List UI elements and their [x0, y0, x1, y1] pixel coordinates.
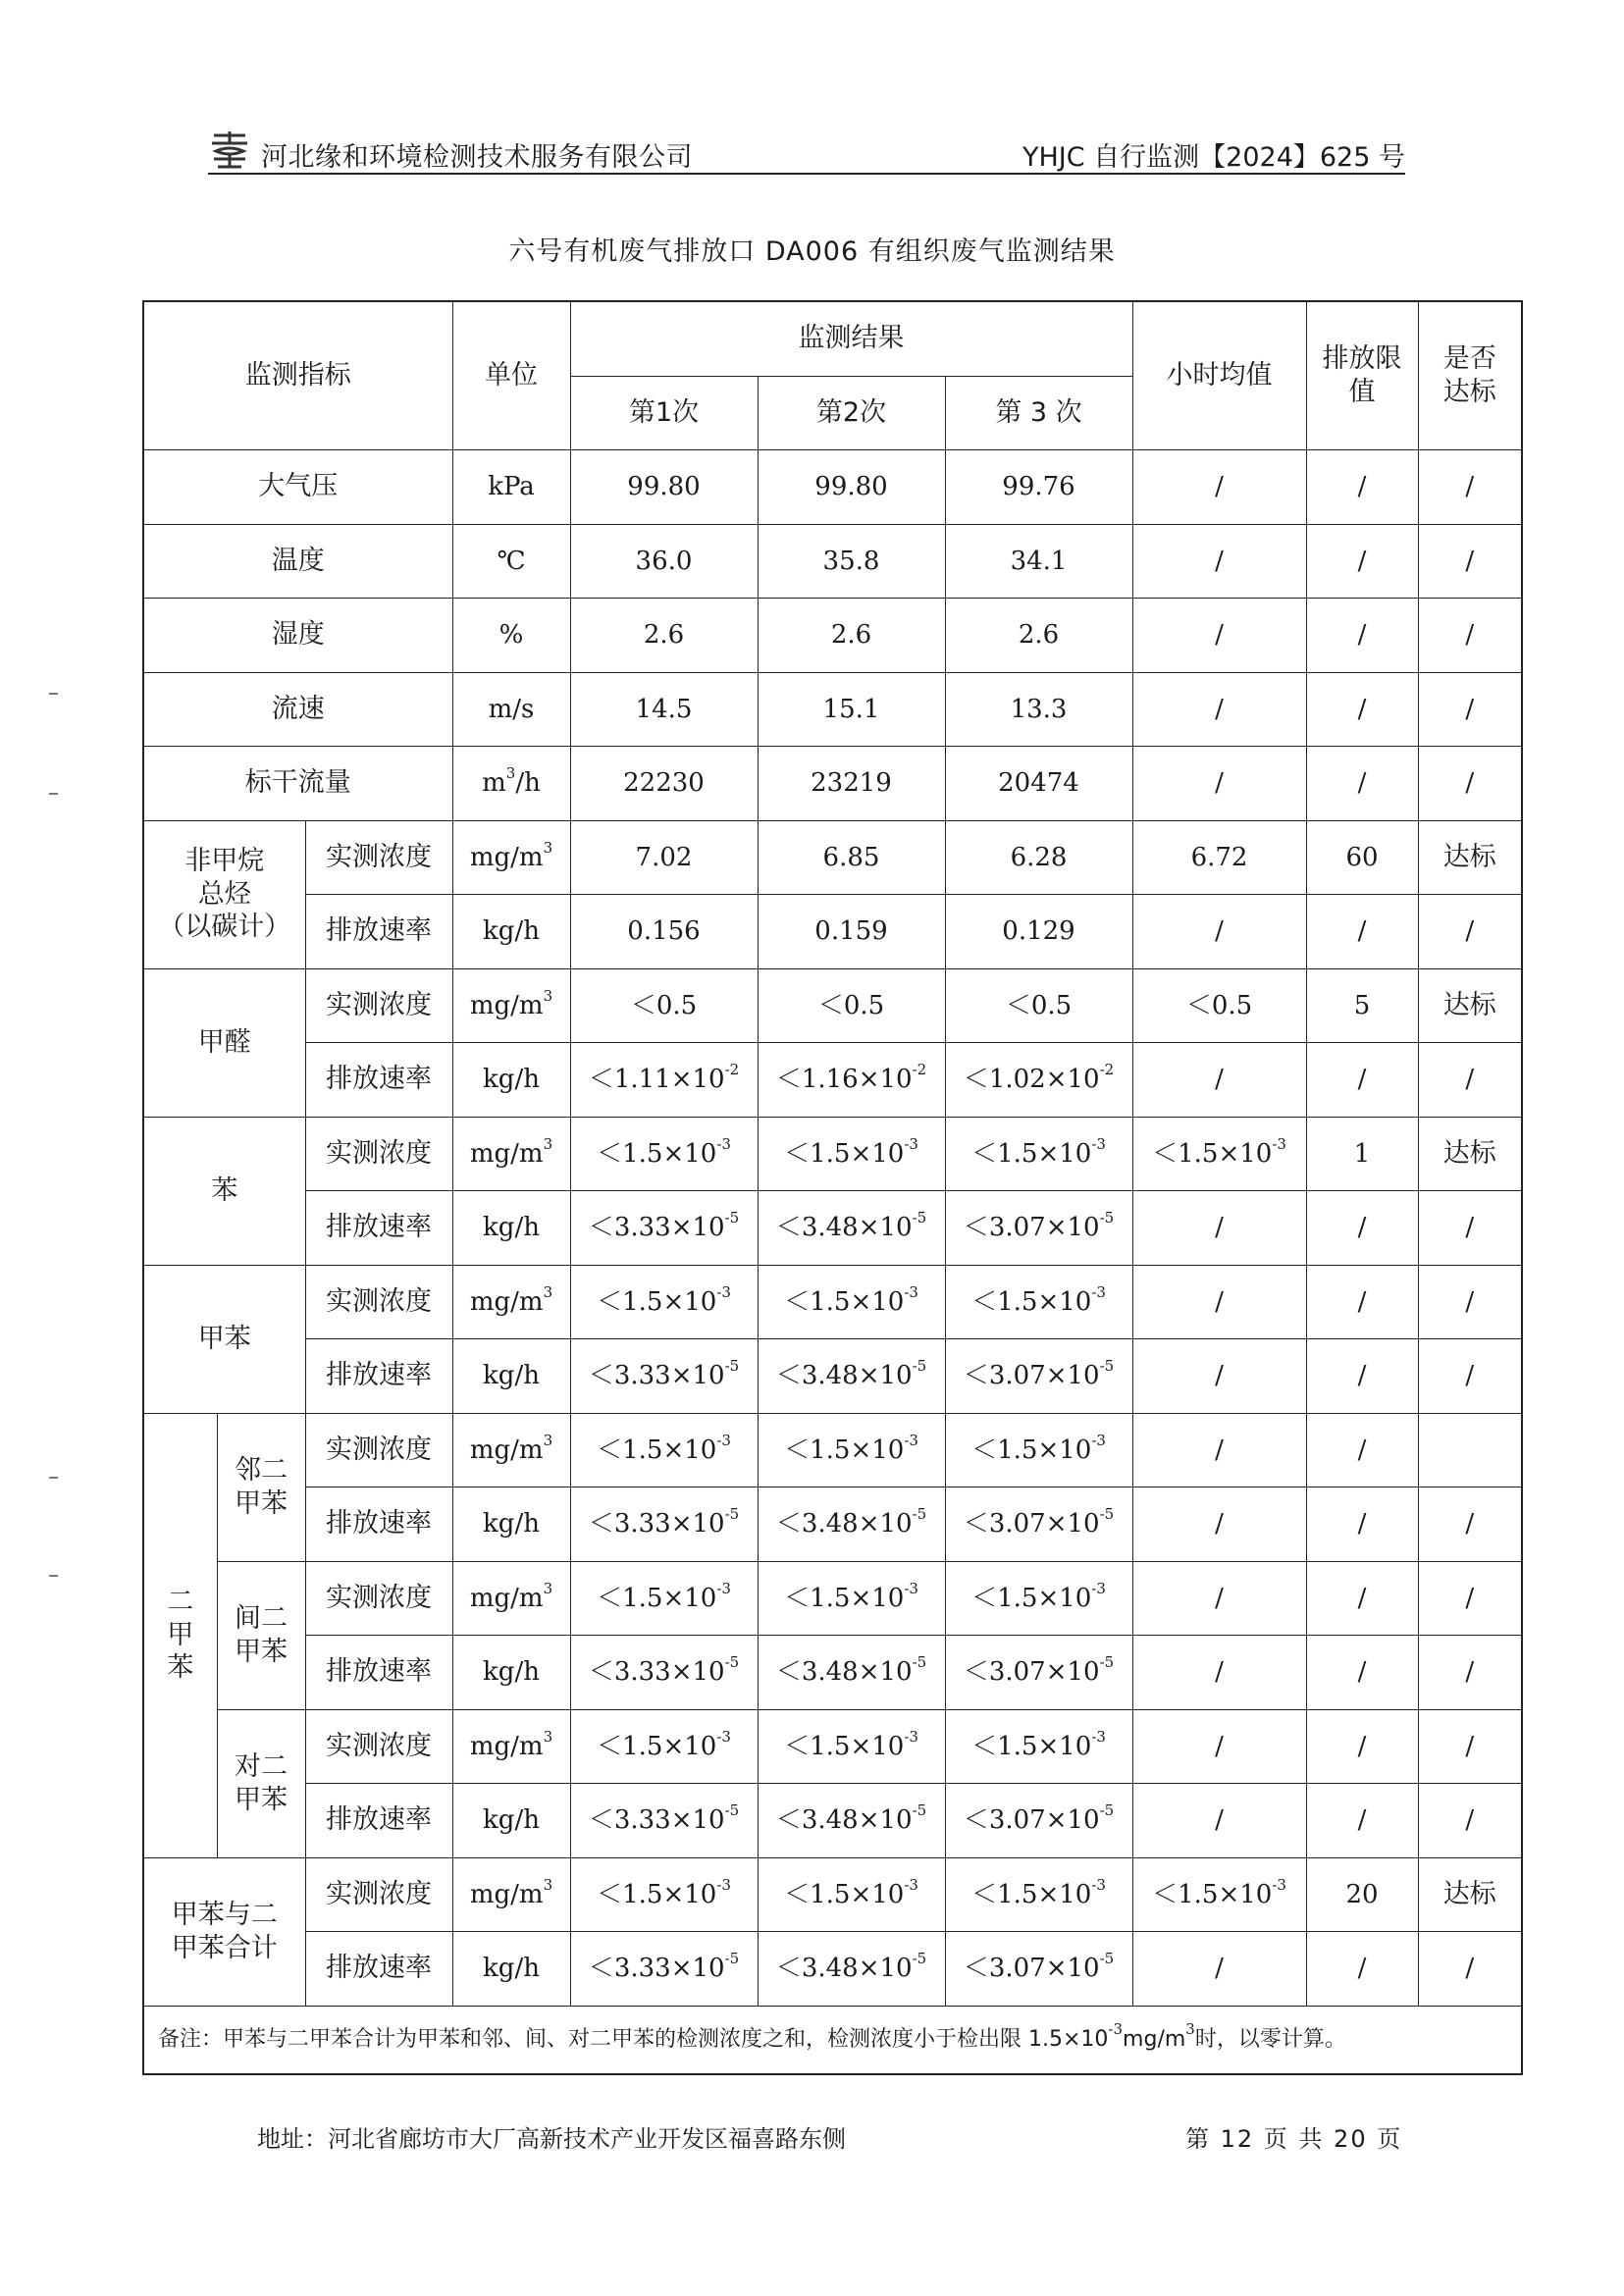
col-header-compliant: 是否 达标 — [1418, 301, 1522, 450]
value-cell: 35.8 — [758, 524, 945, 599]
compliant-cell: / — [1418, 1932, 1522, 2007]
value-cell: 20474 — [945, 747, 1132, 821]
unit-cell: % — [452, 599, 570, 673]
table-row — [143, 1784, 1522, 1858]
unit-cell: kg/h — [452, 1932, 570, 2007]
metric-label: 实测浓度 — [305, 1413, 452, 1487]
limit-cell: 20 — [1306, 1857, 1418, 1932]
table-row — [143, 599, 1522, 673]
row-label: 湿度 — [143, 599, 452, 673]
col-header-results: 监测结果 — [570, 301, 1132, 376]
metric-label: 排放速率 — [305, 1932, 452, 2007]
value-cell: $<3.07\times 10^{-5}$ — [945, 1487, 1132, 1562]
avg-cell: 6.72 — [1132, 820, 1306, 895]
avg-cell: / — [1132, 1487, 1306, 1562]
limit-cell: / — [1306, 1561, 1418, 1636]
row-label: 流速 — [143, 672, 452, 747]
compliant-cell: / — [1418, 1265, 1522, 1339]
value-cell: $<3.33\times 10^{-5}$ — [570, 1191, 758, 1266]
page-title: 六号有机废气排放口 DA006 有组织废气监测结果 — [508, 236, 1116, 267]
value-cell: $<3.48\times 10^{-5}$ — [758, 1487, 945, 1562]
value-cell: $<1.5\times 10^{-3}$ — [570, 1265, 758, 1339]
value-cell: $<1.5\times 10^{-3}$ — [758, 1857, 945, 1932]
value-cell: $<1.5\times 10^{-3}$ — [570, 1561, 758, 1636]
value-cell: $<1.5\times 10^{-3}$ — [758, 1561, 945, 1636]
pollutant-label-formaldehyde: 甲醛 — [143, 968, 305, 1117]
header-divider — [208, 173, 1405, 175]
limit-cell: / — [1306, 1636, 1418, 1710]
avg-cell: / — [1132, 1561, 1306, 1636]
limit-cell: / — [1306, 1784, 1418, 1858]
col-header-run1: 第1次 — [570, 376, 758, 450]
table-row — [143, 1043, 1522, 1118]
value-cell: 14.5 — [570, 672, 758, 747]
table-row — [143, 1932, 1522, 2007]
unit-cell: m/s — [452, 672, 570, 747]
table-row — [143, 1413, 1522, 1487]
compliant-cell: / — [1418, 1043, 1522, 1118]
value-cell: $<3.48\times 10^{-5}$ — [758, 1636, 945, 1710]
unit-cell: $mg/m^3$ — [452, 1561, 570, 1636]
value-cell: 99.80 — [758, 450, 945, 525]
value-cell: ＜0.5 — [945, 968, 1132, 1043]
table-note: 备注：甲苯与二甲苯合计为甲苯和邻、间、对二甲苯的检测浓度之和，检测浓度小于检出限 $1.5\times 10^{-3}mg/m^3$时，以零计算。 — [143, 2006, 1522, 2074]
company-name: 河北缘和环境检测技术服务有限公司 — [261, 142, 693, 173]
value-cell: $<1.02\times 10^{-2}$ — [945, 1043, 1132, 1118]
pollutant-label-m-xylene: 间二 甲苯 — [217, 1561, 305, 1709]
avg-cell: / — [1132, 450, 1306, 525]
col-header-unit: 单位 — [452, 301, 570, 450]
avg-cell: / — [1132, 1413, 1306, 1487]
table-row — [143, 1857, 1522, 1932]
value-cell: 6.28 — [945, 820, 1132, 895]
value-cell: 22230 — [570, 747, 758, 821]
table-row — [143, 1191, 1522, 1266]
metric-label: 排放速率 — [305, 1784, 452, 1858]
metric-label: 实测浓度 — [305, 1561, 452, 1636]
page-header — [208, 130, 1405, 171]
avg-cell: ＜0.5 — [1132, 968, 1306, 1043]
compliant-cell: 达标 — [1418, 1117, 1522, 1191]
compliant-cell: / — [1418, 1636, 1522, 1710]
value-cell: $<3.33\times 10^{-5}$ — [570, 1487, 758, 1562]
pollutant-label-o-xylene: 邻二 甲苯 — [217, 1413, 305, 1561]
avg-cell: $<1.5\times 10^{-3}$ — [1132, 1857, 1306, 1932]
avg-cell: / — [1132, 1636, 1306, 1710]
unit-cell: $mg/m^3$ — [452, 1117, 570, 1191]
col-header-indicator: 监测指标 — [143, 301, 452, 450]
compliant-cell: / — [1418, 1784, 1522, 1858]
value-cell: $<3.33\times 10^{-5}$ — [570, 1636, 758, 1710]
avg-cell: / — [1132, 1265, 1306, 1339]
unit-cell: ℃ — [452, 524, 570, 599]
table-row — [143, 1636, 1522, 1710]
value-cell: 2.6 — [570, 599, 758, 673]
limit-cell: / — [1306, 524, 1418, 599]
value-cell: $<3.07\times 10^{-5}$ — [945, 1339, 1132, 1414]
table-row — [143, 1339, 1522, 1414]
metric-label: 实测浓度 — [305, 820, 452, 895]
metric-label: 排放速率 — [305, 1339, 452, 1414]
unit-cell: $mg/m^3$ — [452, 1857, 570, 1932]
compliant-cell: / — [1418, 450, 1522, 525]
value-cell: 99.76 — [945, 450, 1132, 525]
compliant-cell — [1418, 1413, 1522, 1487]
avg-cell: / — [1132, 1339, 1306, 1414]
pollutant-group-xylene: 二 甲 苯 — [143, 1413, 217, 1857]
unit-cell: kg/h — [452, 895, 570, 969]
limit-cell: / — [1306, 747, 1418, 821]
margin-mark — [49, 693, 58, 695]
value-cell: $<1.5\times 10^{-3}$ — [945, 1709, 1132, 1784]
row-label: 温度 — [143, 524, 452, 599]
limit-cell: / — [1306, 1191, 1418, 1266]
value-cell: 13.3 — [945, 672, 1132, 747]
row-label: 标干流量 — [143, 747, 452, 821]
value-cell: $<1.5\times 10^{-3}$ — [945, 1117, 1132, 1191]
compliant-cell: / — [1418, 599, 1522, 673]
value-cell: $<3.48\times 10^{-5}$ — [758, 1784, 945, 1858]
pollutant-label-nmhc: 非甲烷 总烃 （以碳计） — [143, 820, 305, 968]
avg-cell: / — [1132, 1932, 1306, 2007]
metric-label: 排放速率 — [305, 895, 452, 969]
unit-cell: $mg/m^3$ — [452, 1413, 570, 1487]
col-header-run2: 第2次 — [758, 376, 945, 450]
avg-cell: / — [1132, 1043, 1306, 1118]
value-cell: $<3.33\times 10^{-5}$ — [570, 1932, 758, 2007]
compliant-cell: / — [1418, 1487, 1522, 1562]
limit-cell: / — [1306, 1487, 1418, 1562]
value-cell: 2.6 — [945, 599, 1132, 673]
value-cell: $<1.16\times 10^{-2}$ — [758, 1043, 945, 1118]
avg-cell: / — [1132, 747, 1306, 821]
unit-cell: kg/h — [452, 1191, 570, 1266]
value-cell: $<1.5\times 10^{-3}$ — [570, 1709, 758, 1784]
table-header-row — [143, 301, 1522, 376]
compliant-cell: / — [1418, 895, 1522, 969]
limit-cell: 5 — [1306, 968, 1418, 1043]
compliant-cell: 达标 — [1418, 968, 1522, 1043]
limit-cell: / — [1306, 895, 1418, 969]
value-cell: ＜0.5 — [570, 968, 758, 1043]
unit-cell: kg/h — [452, 1784, 570, 1858]
note-row — [143, 2006, 1522, 2074]
value-cell: $<1.5\times 10^{-3}$ — [570, 1413, 758, 1487]
value-cell: $<1.11\times 10^{-2}$ — [570, 1043, 758, 1118]
value-cell: $<1.5\times 10^{-3}$ — [945, 1561, 1132, 1636]
value-cell: 0.159 — [758, 895, 945, 969]
value-cell: $<1.5\times 10^{-3}$ — [570, 1117, 758, 1191]
unit-cell: $mg/m^3$ — [452, 968, 570, 1043]
pollutant-label-total: 甲苯与二 甲苯合计 — [143, 1857, 305, 2006]
footer-address: 地址：河北省廊坊市大厂高新技术产业开发区福喜路东侧 — [257, 2125, 846, 2153]
margin-mark — [49, 1575, 58, 1577]
unit-cell: kg/h — [452, 1487, 570, 1562]
col-header-limit: 排放限 值 — [1306, 301, 1418, 450]
table-row — [143, 524, 1522, 599]
compliant-cell: / — [1418, 672, 1522, 747]
limit-cell: / — [1306, 1413, 1418, 1487]
compliant-cell: 达标 — [1418, 820, 1522, 895]
report-number: YHJC 自行监测【2024】625 号 — [1022, 142, 1405, 173]
value-cell: $<3.48\times 10^{-5}$ — [758, 1339, 945, 1414]
metric-label: 排放速率 — [305, 1487, 452, 1562]
table-row — [143, 1709, 1522, 1784]
value-cell: $<3.07\times 10^{-5}$ — [945, 1932, 1132, 2007]
avg-cell: / — [1132, 1709, 1306, 1784]
compliant-cell: 达标 — [1418, 1857, 1522, 1932]
value-cell: $<3.33\times 10^{-5}$ — [570, 1784, 758, 1858]
unit-cell: $mg/m^3$ — [452, 1709, 570, 1784]
limit-cell: / — [1306, 672, 1418, 747]
table-row — [143, 672, 1522, 747]
table-row — [143, 1561, 1522, 1636]
limit-cell: 1 — [1306, 1117, 1418, 1191]
metric-label: 实测浓度 — [305, 968, 452, 1043]
value-cell: 2.6 — [758, 599, 945, 673]
value-cell: 15.1 — [758, 672, 945, 747]
pollutant-label-benzene: 苯 — [143, 1117, 305, 1265]
avg-cell: / — [1132, 672, 1306, 747]
value-cell: $<1.5\times 10^{-3}$ — [945, 1265, 1132, 1339]
metric-label: 排放速率 — [305, 1043, 452, 1118]
value-cell: $<1.5\times 10^{-3}$ — [945, 1857, 1132, 1932]
value-cell: $<3.33\times 10^{-5}$ — [570, 1339, 758, 1414]
value-cell: 0.156 — [570, 895, 758, 969]
limit-cell: / — [1306, 1709, 1418, 1784]
value-cell: $<3.48\times 10^{-5}$ — [758, 1932, 945, 2007]
pollutant-label-toluene: 甲苯 — [143, 1265, 305, 1413]
value-cell: $<1.5\times 10^{-3}$ — [758, 1413, 945, 1487]
compliant-cell: / — [1418, 1561, 1522, 1636]
limit-cell: / — [1306, 1043, 1418, 1118]
monitoring-results-table — [142, 300, 1523, 2075]
pollutant-label-p-xylene: 对二 甲苯 — [217, 1709, 305, 1857]
unit-cell: kPa — [452, 450, 570, 525]
metric-label: 实测浓度 — [305, 1117, 452, 1191]
value-cell: $<1.5\times 10^{-3}$ — [945, 1413, 1132, 1487]
limit-cell: / — [1306, 1265, 1418, 1339]
margin-mark — [49, 793, 58, 795]
unit-cell: $mg/m^3$ — [452, 820, 570, 895]
table-row — [143, 895, 1522, 969]
metric-label: 排放速率 — [305, 1636, 452, 1710]
limit-cell: 60 — [1306, 820, 1418, 895]
value-cell: $<1.5\times 10^{-3}$ — [758, 1709, 945, 1784]
table-row — [143, 968, 1522, 1043]
margin-mark — [49, 1477, 58, 1479]
unit-cell: $m^3/h$ — [452, 747, 570, 821]
compliant-cell: / — [1418, 1191, 1522, 1266]
value-cell: ＜0.5 — [758, 968, 945, 1043]
table-row — [143, 1487, 1522, 1562]
unit-cell: $mg/m^3$ — [452, 1265, 570, 1339]
limit-cell: / — [1306, 599, 1418, 673]
value-cell: 36.0 — [570, 524, 758, 599]
table-row — [143, 1117, 1522, 1191]
col-header-run3: 第 3 次 — [945, 376, 1132, 450]
table-row — [143, 450, 1522, 525]
metric-label: 实测浓度 — [305, 1709, 452, 1784]
value-cell: $<1.5\times 10^{-3}$ — [758, 1117, 945, 1191]
value-cell: $<3.07\times 10^{-5}$ — [945, 1784, 1132, 1858]
avg-cell: $<1.5\times 10^{-3}$ — [1132, 1117, 1306, 1191]
value-cell: 0.129 — [945, 895, 1132, 969]
value-cell: $<3.48\times 10^{-5}$ — [758, 1191, 945, 1266]
avg-cell: / — [1132, 524, 1306, 599]
table-row — [143, 1265, 1522, 1339]
avg-cell: / — [1132, 599, 1306, 673]
page-number: 第 12 页 共 20 页 — [1185, 2125, 1403, 2153]
avg-cell: / — [1132, 1784, 1306, 1858]
value-cell: $<1.5\times 10^{-3}$ — [570, 1857, 758, 1932]
unit-cell: kg/h — [452, 1636, 570, 1710]
unit-cell: kg/h — [452, 1043, 570, 1118]
col-header-hourly-avg: 小时均值 — [1132, 301, 1306, 450]
compliant-cell: / — [1418, 1339, 1522, 1414]
unit-cell: kg/h — [452, 1339, 570, 1414]
table-row — [143, 747, 1522, 821]
value-cell: 34.1 — [945, 524, 1132, 599]
value-cell: 99.80 — [570, 450, 758, 525]
table-row — [143, 820, 1522, 895]
row-label: 大气压 — [143, 450, 452, 525]
value-cell: $<1.5\times 10^{-3}$ — [758, 1265, 945, 1339]
limit-cell: / — [1306, 450, 1418, 525]
avg-cell: / — [1132, 1191, 1306, 1266]
metric-label: 实测浓度 — [305, 1857, 452, 1932]
limit-cell: / — [1306, 1339, 1418, 1414]
compliant-cell: / — [1418, 1709, 1522, 1784]
metric-label: 排放速率 — [305, 1191, 452, 1266]
value-cell: 23219 — [758, 747, 945, 821]
metric-label: 实测浓度 — [305, 1265, 452, 1339]
value-cell: 7.02 — [570, 820, 758, 895]
value-cell: $<3.07\times 10^{-5}$ — [945, 1636, 1132, 1710]
limit-cell: / — [1306, 1932, 1418, 2007]
value-cell: 6.85 — [758, 820, 945, 895]
company-logo-icon — [208, 130, 251, 169]
avg-cell: / — [1132, 895, 1306, 969]
compliant-cell: / — [1418, 747, 1522, 821]
compliant-cell: / — [1418, 524, 1522, 599]
value-cell: $<3.07\times 10^{-5}$ — [945, 1191, 1132, 1266]
